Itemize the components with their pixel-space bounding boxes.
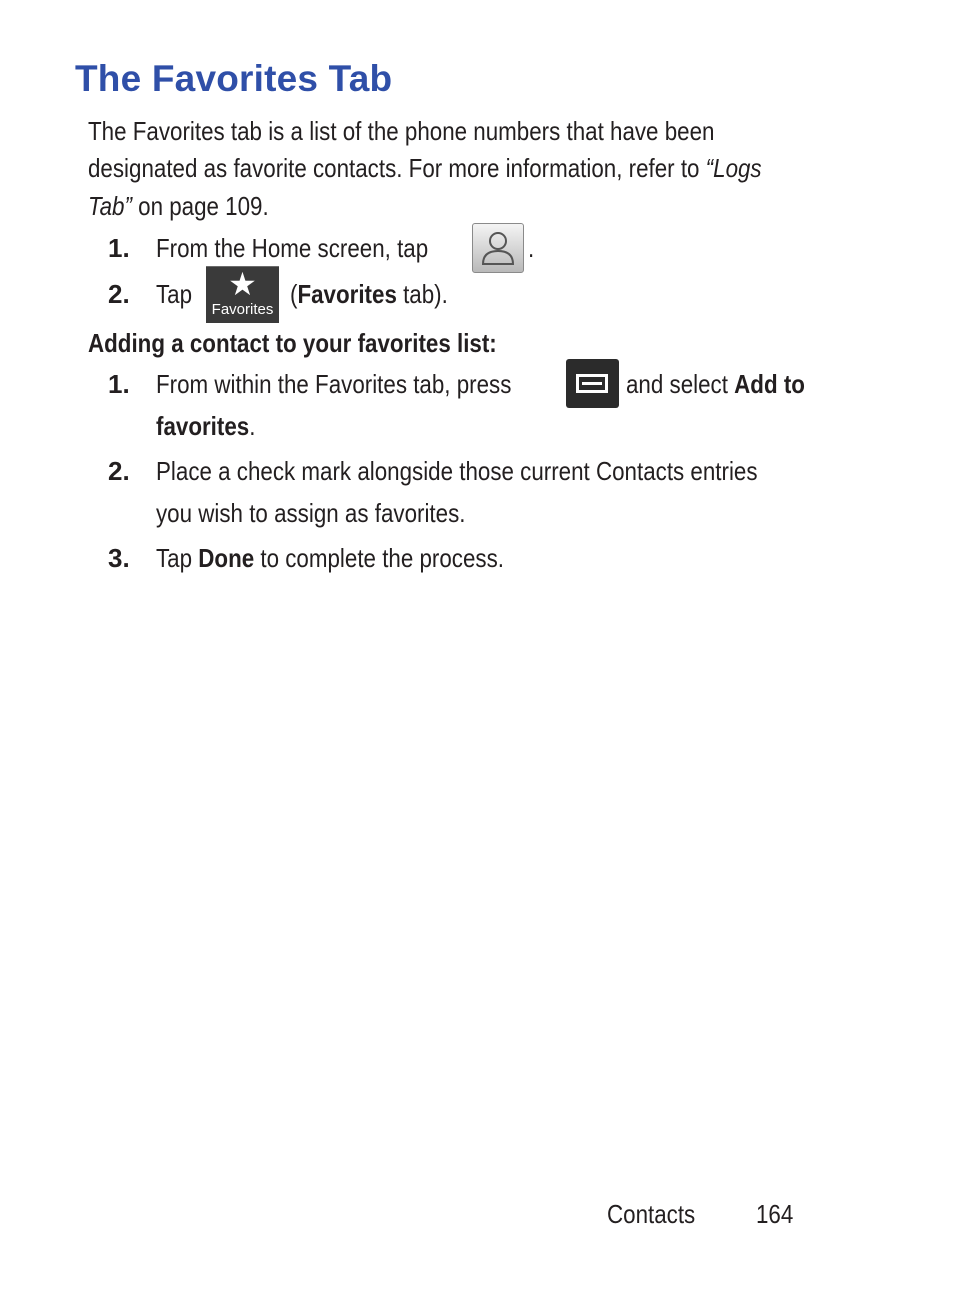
tab-close: tab). xyxy=(396,279,448,309)
step-a2-text: Tap xyxy=(156,279,193,309)
intro-line-2 xyxy=(88,149,762,187)
page-title: The Favorites Tab xyxy=(75,58,393,99)
favorites-tab-icon xyxy=(206,266,279,323)
step-number: 1. xyxy=(108,233,130,263)
footer-section: Contacts xyxy=(607,1199,696,1229)
page-number: 164 xyxy=(756,1199,794,1229)
favorites-bold: Favorites xyxy=(297,279,397,309)
intro-line-1 xyxy=(88,112,714,150)
logs-tab-reference-cont[interactable]: Tab” xyxy=(88,191,132,221)
step-a1-period: . xyxy=(528,233,535,263)
intro-text-1: The Favorites tab is a list of the phone numbers that have been xyxy=(88,116,715,146)
step-b1-text: From within the Favorites tab, press xyxy=(156,369,512,399)
step-text xyxy=(156,229,428,267)
intro-text-2: designated as favorite contacts. For more information, refer to xyxy=(88,153,706,183)
done-bold: Done xyxy=(198,543,255,573)
step-number: 2. xyxy=(108,279,130,309)
add-to-bold: Add to xyxy=(734,369,805,399)
complete-text: to complete the process. xyxy=(254,543,504,573)
contacts-app-icon xyxy=(472,223,524,273)
step-a1-text: From the Home screen, tap xyxy=(156,233,429,263)
step-number: 3. xyxy=(108,543,130,573)
step-b1-after xyxy=(626,365,805,403)
tap-word: Tap xyxy=(156,543,199,573)
step-b2-line2: you wish to assign as favorites. xyxy=(156,498,466,528)
favorites-option-bold: favorites xyxy=(156,411,250,441)
intro-line-3 xyxy=(88,187,269,225)
menu-key-icon xyxy=(566,359,619,408)
period: . xyxy=(249,411,256,441)
step-b1-line2 xyxy=(156,407,255,445)
favorites-icon-label: Favorites xyxy=(211,301,274,318)
step-b2-line1: Place a check mark alongside those current Contacts entries xyxy=(156,456,758,486)
star-icon: ★ xyxy=(228,265,257,303)
logs-tab-reference[interactable]: “Logs xyxy=(705,153,762,183)
step-number: 2. xyxy=(108,456,130,486)
step-number: 1. xyxy=(108,369,130,399)
step-a2-after xyxy=(290,275,448,313)
paren-open: ( xyxy=(290,279,298,309)
step-b3-text xyxy=(156,539,504,577)
intro-text-3: on page 109. xyxy=(131,191,269,221)
person-icon xyxy=(473,224,523,272)
and-select: and select xyxy=(626,369,735,399)
section-heading: Adding a contact to your favorites list: xyxy=(88,328,497,358)
